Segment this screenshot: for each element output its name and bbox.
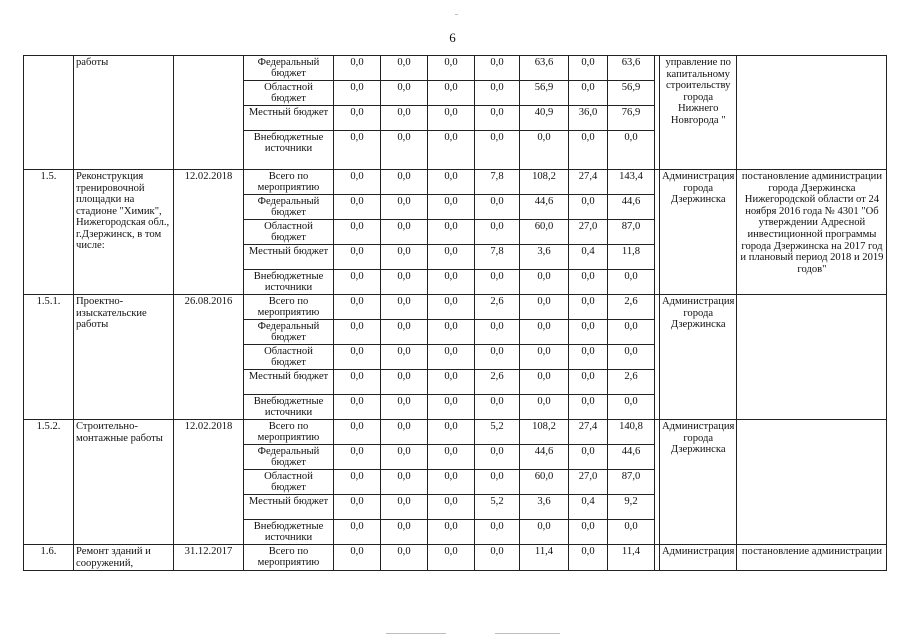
value-cell: 0,0 [428,395,475,420]
value-cell: 3,6 [520,245,569,270]
value-cell: 0,0 [569,545,608,571]
value-cell: 0,0 [475,320,520,345]
value-cell: 0,0 [381,56,428,81]
item-date: 31.12.2017 [174,545,244,571]
scan-artifact-line [386,633,446,634]
item-name: Ремонт зданий и сооружений, [74,545,174,571]
value-cell: 0,0 [428,470,475,495]
value-cell: 27,4 [569,170,608,195]
value-cell: 0,0 [428,420,475,445]
value-cell: 0,0 [608,395,655,420]
value-cell: 0,0 [381,420,428,445]
value-cell: 0,0 [475,195,520,220]
value-cell: 56,9 [520,81,569,106]
executor-cell: Администрация города Дзержинска [660,295,737,420]
value-cell: 0,0 [428,345,475,370]
value-cell: 0,0 [475,81,520,106]
table-row [24,295,887,320]
value-cell: 0,0 [520,295,569,320]
value-cell: 0,0 [381,170,428,195]
value-cell: 0,0 [334,295,381,320]
value-cell: 0,0 [428,131,475,170]
funding-source: Федеральный бюджет [244,56,334,81]
value-cell: 2,6 [608,370,655,395]
value-cell: 0,0 [428,545,475,571]
value-cell: 0,0 [334,495,381,520]
value-cell: 0,0 [569,56,608,81]
value-cell: 44,6 [608,445,655,470]
item-date [174,56,244,170]
value-cell: 63,6 [520,56,569,81]
value-cell: 11,4 [608,545,655,571]
funding-source: Внебюджетные источники [244,395,334,420]
funding-source: Всего по мероприятию [244,295,334,320]
value-cell: 0,0 [334,395,381,420]
value-cell: 0,0 [334,445,381,470]
table-row [24,420,887,445]
value-cell: 3,6 [520,495,569,520]
value-cell: 0,0 [381,220,428,245]
value-cell: 27,4 [569,420,608,445]
value-cell: 0,0 [428,370,475,395]
value-cell: 0,0 [428,295,475,320]
value-cell: 0,0 [569,270,608,295]
value-cell: 0,0 [475,220,520,245]
value-cell: 0,0 [334,81,381,106]
value-cell: 0,0 [520,320,569,345]
value-cell: 0,0 [381,370,428,395]
basis-cell: постановление администрации [737,545,887,571]
value-cell: 44,6 [520,195,569,220]
value-cell: 9,2 [608,495,655,520]
value-cell: 0,0 [475,56,520,81]
funding-source: Всего по мероприятию [244,545,334,571]
scan-artifact-line [455,14,458,15]
value-cell: 5,2 [475,420,520,445]
value-cell: 27,0 [569,220,608,245]
item-number [24,56,74,170]
value-cell: 87,0 [608,220,655,245]
item-number: 1.5.2. [24,420,74,545]
page-number: 6 [449,30,456,45]
item-name: Проектно-изыскательские работы [74,295,174,420]
value-cell: 0,0 [428,520,475,545]
item-name: Реконструкция тренировочной площадки на стадионе "Химик", Нижегородская обл., г.Дзержинск, в том числе: [74,170,174,295]
value-cell: 0,0 [569,195,608,220]
value-cell: 0,0 [381,445,428,470]
value-cell: 0,0 [334,131,381,170]
value-cell: 60,0 [520,470,569,495]
value-cell: 0,0 [608,345,655,370]
value-cell: 0,0 [520,270,569,295]
value-cell: 0,0 [381,81,428,106]
funding-table-body [24,56,887,571]
funding-source: Областной бюджет [244,220,334,245]
funding-source: Областной бюджет [244,345,334,370]
funding-source: Местный бюджет [244,370,334,395]
value-cell: 0,0 [520,131,569,170]
value-cell: 108,2 [520,420,569,445]
item-number: 1.6. [24,545,74,571]
funding-source: Федеральный бюджет [244,445,334,470]
item-name: работы [74,56,174,170]
scan-artifact-line [495,633,560,634]
executor-cell: Администрация [660,545,737,571]
executor-cell: Администрация города Дзержинска [660,170,737,295]
value-cell: 0,0 [381,320,428,345]
item-number: 1.5. [24,170,74,295]
value-cell: 0,0 [334,420,381,445]
value-cell: 0,0 [334,370,381,395]
value-cell: 44,6 [608,195,655,220]
value-cell: 0,0 [569,445,608,470]
value-cell: 0,0 [569,320,608,345]
value-cell: 11,4 [520,545,569,571]
value-cell: 40,9 [520,106,569,131]
value-cell: 0,0 [428,245,475,270]
value-cell: 0,0 [608,320,655,345]
value-cell: 0,0 [475,445,520,470]
value-cell: 5,2 [475,495,520,520]
value-cell: 2,6 [475,370,520,395]
value-cell: 0,0 [381,106,428,131]
value-cell: 0,0 [428,170,475,195]
basis-cell: постановление администрации города Дзержинска Нижегородской области от 24 ноября 2016 года № 4301 "Об утверждении Адресной инвестиционной программы города Дзержинска на 2017 год и плановый период 2018 и 2019 годов" [737,170,887,295]
value-cell: 0,0 [428,320,475,345]
funding-source: Местный бюджет [244,245,334,270]
value-cell: 0,0 [428,270,475,295]
value-cell: 7,8 [475,170,520,195]
funding-source: Внебюджетные источники [244,270,334,295]
value-cell: 0,0 [569,131,608,170]
value-cell: 0,0 [569,345,608,370]
funding-source: Федеральный бюджет [244,195,334,220]
item-date: 12.02.2018 [174,420,244,545]
value-cell: 0,0 [381,520,428,545]
value-cell: 143,4 [608,170,655,195]
executor-cell: управление по капитальному строительству города Нижнего Новгорода " [660,56,737,170]
value-cell: 0,0 [381,195,428,220]
value-cell: 0,4 [569,495,608,520]
value-cell: 0,0 [428,81,475,106]
value-cell: 36,0 [569,106,608,131]
value-cell: 0,0 [334,545,381,571]
value-cell: 0,4 [569,245,608,270]
funding-source: Всего по мероприятию [244,170,334,195]
value-cell: 0,0 [334,245,381,270]
value-cell: 0,0 [428,495,475,520]
value-cell: 0,0 [428,195,475,220]
value-cell: 0,0 [569,395,608,420]
value-cell: 0,0 [475,545,520,571]
value-cell: 0,0 [334,270,381,295]
value-cell: 56,9 [608,81,655,106]
basis-cell [737,295,887,420]
funding-source: Областной бюджет [244,470,334,495]
value-cell: 0,0 [381,495,428,520]
value-cell: 0,0 [475,131,520,170]
value-cell: 0,0 [475,270,520,295]
value-cell: 0,0 [381,131,428,170]
value-cell: 0,0 [520,395,569,420]
value-cell: 7,8 [475,245,520,270]
value-cell: 0,0 [569,520,608,545]
item-number: 1.5.1. [24,295,74,420]
value-cell: 140,8 [608,420,655,445]
value-cell: 87,0 [608,470,655,495]
value-cell: 0,0 [475,520,520,545]
value-cell: 0,0 [428,106,475,131]
value-cell: 0,0 [334,195,381,220]
value-cell: 0,0 [334,320,381,345]
value-cell: 0,0 [334,345,381,370]
value-cell: 0,0 [569,81,608,106]
value-cell: 76,9 [608,106,655,131]
value-cell: 0,0 [334,56,381,81]
value-cell: 44,6 [520,445,569,470]
value-cell: 0,0 [608,131,655,170]
value-cell: 0,0 [428,220,475,245]
value-cell: 0,0 [381,295,428,320]
funding-source: Внебюджетные источники [244,520,334,545]
basis-cell [737,420,887,545]
value-cell: 0,0 [520,370,569,395]
table-row [24,170,887,195]
value-cell: 0,0 [381,345,428,370]
funding-source: Федеральный бюджет [244,320,334,345]
value-cell: 63,6 [608,56,655,81]
table-row [24,545,887,571]
funding-source: Областной бюджет [244,81,334,106]
funding-source: Внебюджетные источники [244,131,334,170]
value-cell: 0,0 [520,520,569,545]
table-row [24,56,887,81]
funding-source: Местный бюджет [244,106,334,131]
value-cell: 0,0 [569,295,608,320]
value-cell: 0,0 [334,106,381,131]
value-cell: 0,0 [569,370,608,395]
funding-table [23,55,887,571]
value-cell: 0,0 [381,545,428,571]
item-name: Строительно-монтажные работы [74,420,174,545]
value-cell: 0,0 [520,345,569,370]
value-cell: 0,0 [381,270,428,295]
value-cell: 108,2 [520,170,569,195]
basis-cell [737,56,887,170]
value-cell: 2,6 [475,295,520,320]
value-cell: 0,0 [475,345,520,370]
value-cell: 0,0 [334,470,381,495]
value-cell: 0,0 [334,520,381,545]
value-cell: 0,0 [381,245,428,270]
value-cell: 0,0 [334,220,381,245]
value-cell: 27,0 [569,470,608,495]
value-cell: 0,0 [475,106,520,131]
funding-source: Местный бюджет [244,495,334,520]
value-cell: 0,0 [475,470,520,495]
value-cell: 0,0 [428,56,475,81]
value-cell: 11,8 [608,245,655,270]
value-cell: 0,0 [608,520,655,545]
value-cell: 0,0 [608,270,655,295]
value-cell: 0,0 [334,170,381,195]
value-cell: 2,6 [608,295,655,320]
value-cell: 60,0 [520,220,569,245]
value-cell: 0,0 [381,395,428,420]
item-date: 26.08.2016 [174,295,244,420]
executor-cell: Администрация города Дзержинска [660,420,737,545]
item-date: 12.02.2018 [174,170,244,295]
value-cell: 0,0 [428,445,475,470]
value-cell: 0,0 [381,470,428,495]
funding-source: Всего по мероприятию [244,420,334,445]
value-cell: 0,0 [475,395,520,420]
